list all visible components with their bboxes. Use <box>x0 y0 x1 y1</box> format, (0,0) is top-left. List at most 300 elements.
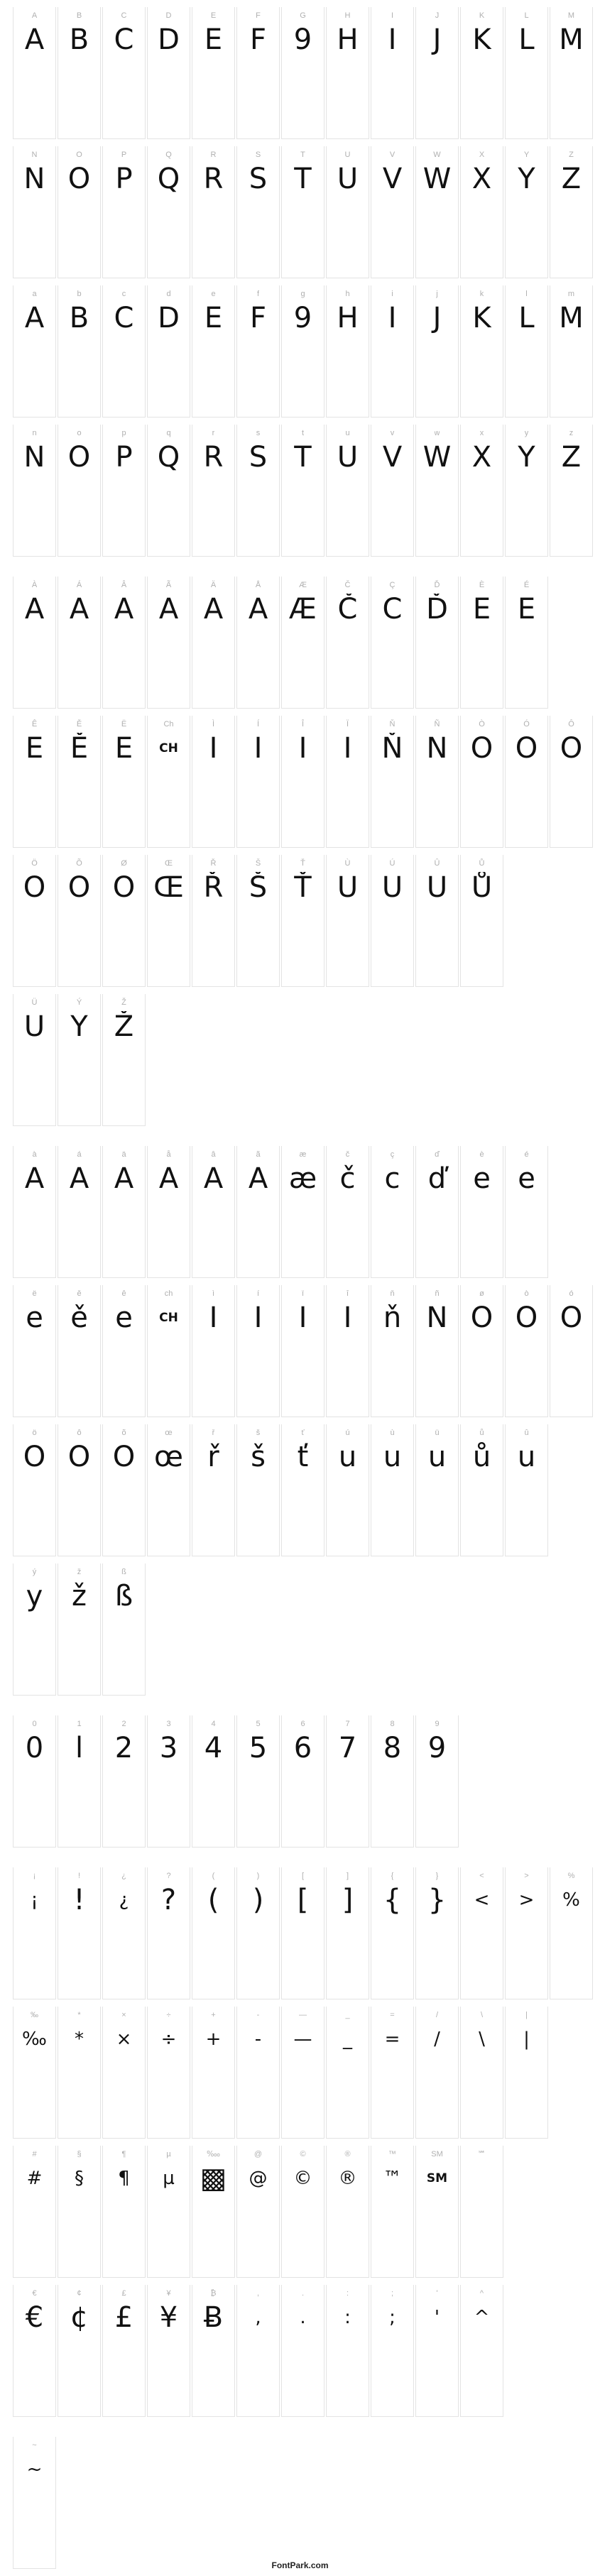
glyph-cell[interactable] <box>192 7 235 139</box>
glyph-cell[interactable] <box>371 1715 414 1848</box>
glyph-cell[interactable] <box>415 2146 459 2278</box>
glyph-cell[interactable] <box>550 1867 593 1999</box>
glyph-cell[interactable] <box>13 285 56 417</box>
glyph-cell[interactable] <box>13 994 56 1126</box>
glyph-cell[interactable] <box>326 716 369 848</box>
glyph-cell[interactable] <box>58 146 101 278</box>
glyph-cell[interactable] <box>13 2285 56 2417</box>
glyph-cell[interactable] <box>102 425 146 557</box>
glyph-row-accented-lower-2 <box>13 1285 600 1424</box>
glyph-cell[interactable] <box>326 855 369 987</box>
glyph-cell[interactable] <box>58 1285 101 1417</box>
glyph-cell[interactable] <box>326 577 369 709</box>
glyph-cell[interactable] <box>326 2146 369 2278</box>
glyph-cell[interactable] <box>236 425 280 557</box>
glyph-code-label: | <box>525 2011 528 2019</box>
glyph-cell[interactable] <box>13 2437 56 2569</box>
glyph-render: T <box>294 163 312 195</box>
glyph-cell[interactable] <box>281 7 324 139</box>
glyph-cell[interactable] <box>13 577 56 709</box>
glyph-cell[interactable] <box>236 1146 280 1278</box>
glyph-cell[interactable] <box>505 146 548 278</box>
glyph-code-label: ž <box>77 1568 82 1576</box>
glyph-code-label: + <box>211 2011 216 2019</box>
glyph-code-label: j <box>436 290 438 298</box>
glyph-cell[interactable] <box>281 425 324 557</box>
glyph-cell[interactable] <box>371 7 414 139</box>
glyph-code-label: ô <box>77 1429 82 1437</box>
glyph-render: u <box>427 1441 447 1473</box>
glyph-cell[interactable] <box>505 425 548 557</box>
glyph-cell[interactable] <box>371 1285 414 1417</box>
glyph-cell[interactable] <box>236 285 280 417</box>
glyph-cell[interactable] <box>415 716 459 848</box>
glyph-render: @ <box>249 2168 268 2189</box>
glyph-cell[interactable] <box>460 1867 503 1999</box>
glyph-render: L <box>518 302 535 334</box>
glyph-cell[interactable] <box>58 425 101 557</box>
glyph-code-label: € <box>32 2289 37 2298</box>
glyph-render: N <box>426 733 448 764</box>
glyph-cell[interactable] <box>460 1146 503 1278</box>
glyph-code-label: J <box>435 11 440 20</box>
glyph-cell[interactable] <box>102 1563 146 1696</box>
glyph-cell[interactable] <box>13 1715 56 1848</box>
glyph-cell[interactable] <box>192 1285 235 1417</box>
glyph-render: B <box>69 24 89 55</box>
glyph-cell[interactable] <box>326 2007 369 2139</box>
glyph-code-label: - <box>256 2011 260 2019</box>
glyph-cell[interactable] <box>192 1146 235 1278</box>
glyph-cell[interactable] <box>326 1424 369 1556</box>
glyph-code-label: q <box>166 429 171 437</box>
glyph-render: 9 <box>293 24 312 55</box>
glyph-cell[interactable] <box>415 1285 459 1417</box>
glyph-cell[interactable] <box>102 146 146 278</box>
glyph-cell[interactable] <box>415 1867 459 1999</box>
glyph-code-label: É <box>523 581 530 589</box>
glyph-cell[interactable] <box>460 1424 503 1556</box>
glyph-code-label: ' <box>436 2289 438 2298</box>
glyph-cell[interactable] <box>281 2285 324 2417</box>
glyph-cell[interactable] <box>147 855 190 987</box>
glyph-render: ; <box>389 2307 396 2328</box>
glyph-cell[interactable] <box>326 1867 369 1999</box>
glyph-cell[interactable] <box>13 1867 56 1999</box>
glyph-cell[interactable] <box>102 1867 146 1999</box>
glyph-render: e <box>115 1302 133 1333</box>
glyph-cell[interactable] <box>147 425 190 557</box>
glyph-code-label: N <box>31 151 38 159</box>
glyph-cell[interactable] <box>58 1424 101 1556</box>
glyph-cell[interactable] <box>326 1285 369 1417</box>
glyph-cell[interactable] <box>192 2285 235 2417</box>
glyph-code-label: À <box>31 581 38 589</box>
glyph-cell[interactable] <box>192 1715 235 1848</box>
glyph-cell[interactable] <box>192 146 235 278</box>
glyph-code-label: r <box>212 429 215 437</box>
glyph-code-label: ¶ <box>121 2150 126 2159</box>
glyph-code-label: , <box>256 2289 260 2298</box>
glyph-render: E <box>204 302 223 334</box>
glyph-code-label: X <box>479 151 485 159</box>
glyph-cell[interactable] <box>192 2007 235 2139</box>
glyph-cell[interactable] <box>236 2146 280 2278</box>
glyph-cell[interactable] <box>415 2007 459 2139</box>
glyph-render: A <box>114 594 134 625</box>
glyph-cell[interactable] <box>13 7 56 139</box>
glyph-cell[interactable] <box>58 7 101 139</box>
glyph-cell[interactable] <box>147 1146 190 1278</box>
glyph-render: E <box>25 733 44 764</box>
glyph-cell[interactable] <box>281 1867 324 1999</box>
glyph-cell[interactable] <box>147 1285 190 1417</box>
glyph-cell[interactable] <box>281 1715 324 1848</box>
glyph-cell[interactable] <box>460 285 503 417</box>
glyph-cell[interactable] <box>236 146 280 278</box>
glyph-cell[interactable] <box>505 577 548 709</box>
glyph-render: š <box>251 1441 266 1473</box>
glyph-cell[interactable] <box>281 2007 324 2139</box>
glyph-cell[interactable] <box>281 716 324 848</box>
glyph-cell[interactable] <box>326 7 369 139</box>
glyph-cell[interactable] <box>102 2146 146 2278</box>
glyph-code-label: ) <box>256 1872 260 1880</box>
glyph-cell[interactable] <box>415 1715 459 1848</box>
glyph-code-label: à <box>32 1150 37 1159</box>
glyph-render: R <box>203 163 224 195</box>
glyph-code-label: ( <box>212 1872 215 1880</box>
glyph-cell[interactable] <box>147 2146 190 2278</box>
glyph-row-uppercase-a-m <box>13 7 600 146</box>
glyph-render: SM <box>426 2171 448 2185</box>
glyph-cell[interactable] <box>281 285 324 417</box>
glyph-cell[interactable] <box>550 716 593 848</box>
glyph-cell[interactable] <box>415 1424 459 1556</box>
glyph-cell[interactable] <box>147 285 190 417</box>
glyph-render: ¿ <box>119 1889 129 1911</box>
glyph-cell[interactable] <box>281 146 324 278</box>
glyph-cell[interactable] <box>13 1285 56 1417</box>
glyph-render: A <box>69 594 89 625</box>
glyph-cell[interactable] <box>192 716 235 848</box>
glyph-cell[interactable] <box>13 2007 56 2139</box>
glyph-cell[interactable] <box>371 577 414 709</box>
glyph-cell[interactable] <box>326 146 369 278</box>
glyph-render: I <box>298 1302 307 1333</box>
glyph-cell[interactable] <box>371 716 414 848</box>
glyph-cell[interactable] <box>13 146 56 278</box>
glyph-cell[interactable] <box>58 855 101 987</box>
glyph-cell[interactable] <box>460 425 503 557</box>
glyph-render: E <box>472 594 491 625</box>
glyph-code-label: ň <box>390 1289 395 1298</box>
glyph-cell[interactable] <box>58 1715 101 1848</box>
glyph-cell[interactable] <box>13 1146 56 1278</box>
glyph-cell[interactable] <box>371 1867 414 1999</box>
glyph-cell[interactable] <box>13 1424 56 1556</box>
glyph-render: Q <box>157 163 180 195</box>
glyph-cell[interactable] <box>371 1424 414 1556</box>
glyph-cell[interactable] <box>281 577 324 709</box>
glyph-render: : <box>344 2307 351 2328</box>
glyph-render: £ <box>114 2302 133 2333</box>
glyph-cell[interactable] <box>236 855 280 987</box>
glyph-cell[interactable] <box>326 1715 369 1848</box>
glyph-cell[interactable] <box>326 2285 369 2417</box>
glyph-code-label: Õ <box>76 859 82 868</box>
glyph-code-label: c <box>121 290 126 298</box>
glyph-render: D <box>158 24 180 55</box>
glyph-code-label: D <box>165 11 172 20</box>
glyph-render: ÷ <box>160 2029 177 2050</box>
glyph-cell[interactable] <box>371 425 414 557</box>
glyph-render: CH <box>159 1311 178 1325</box>
glyph-code-label: Î <box>301 720 305 728</box>
glyph-code-label: ó <box>569 1289 574 1298</box>
glyph-render: I <box>253 1302 263 1333</box>
glyph-row-symbols-2 <box>13 2146 600 2285</box>
glyph-cell[interactable] <box>102 1424 146 1556</box>
glyph-render: J <box>432 302 442 334</box>
glyph-cell[interactable] <box>192 855 235 987</box>
glyph-cell[interactable] <box>371 1146 414 1278</box>
glyph-cell[interactable] <box>58 2146 101 2278</box>
glyph-cell[interactable] <box>281 1424 324 1556</box>
glyph-code-label: L <box>524 11 529 20</box>
glyph-render: U <box>23 1011 45 1042</box>
glyph-cell[interactable] <box>415 1146 459 1278</box>
glyph-code-label: ç <box>390 1150 395 1159</box>
glyph-cell[interactable] <box>371 146 414 278</box>
glyph-cell[interactable] <box>415 425 459 557</box>
glyph-cell[interactable] <box>236 1424 280 1556</box>
glyph-cell[interactable] <box>58 577 101 709</box>
glyph-render: H <box>337 302 359 334</box>
glyph-cell[interactable] <box>460 855 503 987</box>
glyph-cell[interactable] <box>281 1146 324 1278</box>
glyph-code-label: ¢ <box>77 2289 82 2298</box>
glyph-code-label: ÷ <box>166 2011 171 2019</box>
glyph-cell[interactable] <box>58 716 101 848</box>
glyph-cell[interactable] <box>550 7 593 139</box>
glyph-cell[interactable] <box>236 716 280 848</box>
glyph-cell[interactable] <box>102 1285 146 1417</box>
glyph-render: e <box>518 1163 535 1194</box>
glyph-render: W <box>422 442 452 473</box>
glyph-cell[interactable] <box>147 1424 190 1556</box>
glyph-cell[interactable] <box>415 285 459 417</box>
glyph-code-label: © <box>300 2150 306 2159</box>
glyph-cell[interactable] <box>102 577 146 709</box>
glyph-cell[interactable] <box>371 2007 414 2139</box>
glyph-cell[interactable] <box>147 7 190 139</box>
glyph-cell[interactable] <box>460 716 503 848</box>
glyph-cell[interactable] <box>102 1146 146 1278</box>
glyph-cell[interactable] <box>192 1867 235 1999</box>
glyph-cell[interactable] <box>13 1563 56 1696</box>
glyph-cell[interactable] <box>460 7 503 139</box>
glyph-cell[interactable] <box>58 1563 101 1696</box>
glyph-code-label: O <box>76 151 82 159</box>
glyph-cell[interactable] <box>192 577 235 709</box>
glyph-code-label: µ <box>166 2150 171 2159</box>
glyph-cell[interactable] <box>236 1285 280 1417</box>
glyph-cell[interactable] <box>505 285 548 417</box>
glyph-cell[interactable] <box>147 716 190 848</box>
glyph-cell[interactable] <box>102 285 146 417</box>
glyph-render: U <box>381 872 403 903</box>
glyph-cell[interactable] <box>147 1867 190 1999</box>
glyph-cell[interactable] <box>58 1146 101 1278</box>
glyph-cell[interactable] <box>281 1285 324 1417</box>
glyph-code-label: Ü <box>31 998 38 1007</box>
glyph-code-label: Ď <box>434 581 440 589</box>
glyph-render: U <box>426 872 448 903</box>
glyph-render: H <box>337 24 359 55</box>
glyph-code-label: a <box>32 290 37 298</box>
glyph-render: O <box>470 733 493 764</box>
glyph-render: Ř <box>203 872 224 903</box>
glyph-render: } <box>427 1884 447 1916</box>
glyph-cell[interactable] <box>192 425 235 557</box>
glyph-cell[interactable] <box>147 2007 190 2139</box>
glyph-code-label: Ì <box>212 720 215 728</box>
glyph-cell[interactable] <box>415 146 459 278</box>
glyph-code-label: Ň <box>389 720 396 728</box>
glyph-code-label: — <box>299 2011 307 2019</box>
glyph-cell[interactable] <box>58 994 101 1126</box>
glyph-cell[interactable] <box>460 2007 503 2139</box>
glyph-cell[interactable] <box>326 425 369 557</box>
glyph-cell[interactable] <box>102 1715 146 1848</box>
glyph-cell[interactable] <box>13 855 56 987</box>
glyph-cell[interactable] <box>13 716 56 848</box>
glyph-code-label: 6 <box>300 1720 305 1728</box>
glyph-render: _ <box>343 2029 352 2050</box>
glyph-cell[interactable] <box>326 285 369 417</box>
row-spacer <box>0 1703 600 1715</box>
glyph-render: + <box>205 2029 222 2050</box>
glyph-render: ? <box>160 1884 177 1916</box>
glyph-cell[interactable] <box>415 577 459 709</box>
glyph-cell[interactable] <box>58 1867 101 1999</box>
glyph-cell[interactable] <box>236 1867 280 1999</box>
glyph-cell[interactable] <box>281 2146 324 2278</box>
glyph-cell[interactable] <box>58 285 101 417</box>
glyph-cell[interactable] <box>505 1285 548 1417</box>
glyph-cell[interactable] <box>371 855 414 987</box>
glyph-cell[interactable] <box>505 7 548 139</box>
glyph-cell[interactable] <box>13 2146 56 2278</box>
glyph-render: A <box>203 594 224 625</box>
glyph-cell[interactable] <box>102 716 146 848</box>
glyph-cell[interactable] <box>371 2285 414 2417</box>
glyph-cell[interactable] <box>460 1285 503 1417</box>
glyph-render: I <box>343 1302 352 1333</box>
glyph-cell[interactable] <box>550 146 593 278</box>
glyph-cell[interactable] <box>505 1867 548 1999</box>
glyph-code-label: £ <box>121 2289 126 2298</box>
glyph-cell[interactable] <box>13 425 56 557</box>
glyph-cell[interactable] <box>281 855 324 987</box>
glyph-cell[interactable] <box>505 1146 548 1278</box>
glyph-code-label: Â <box>121 581 127 589</box>
glyph-cell[interactable] <box>236 2007 280 2139</box>
glyph-row-punctuation-1 <box>13 1867 600 2007</box>
glyph-code-label: Š <box>255 859 261 868</box>
glyph-cell[interactable] <box>236 2285 280 2417</box>
glyph-cell[interactable] <box>236 1715 280 1848</box>
glyph-code-label: Z <box>569 151 574 159</box>
glyph-cell[interactable] <box>102 2285 146 2417</box>
glyph-row-symbols-1 <box>13 2007 600 2146</box>
glyph-cell[interactable] <box>102 994 146 1126</box>
glyph-cell[interactable] <box>415 2285 459 2417</box>
glyph-cell[interactable] <box>371 285 414 417</box>
glyph-cell[interactable] <box>102 855 146 987</box>
glyph-code-label: o <box>77 429 82 437</box>
glyph-cell[interactable] <box>460 2146 503 2278</box>
glyph-cell[interactable] <box>102 2007 146 2139</box>
glyph-cell[interactable] <box>192 2146 235 2278</box>
glyph-code-label: î <box>346 1289 349 1298</box>
glyph-cell[interactable] <box>415 7 459 139</box>
glyph-render: ¥ <box>159 2302 178 2333</box>
glyph-cell[interactable] <box>550 1285 593 1417</box>
glyph-cell[interactable] <box>505 716 548 848</box>
glyph-cell[interactable] <box>505 2007 548 2139</box>
glyph-cell[interactable] <box>236 7 280 139</box>
glyph-code-label: Ž <box>121 998 126 1007</box>
glyph-cell[interactable] <box>102 7 146 139</box>
glyph-cell[interactable] <box>371 2146 414 2278</box>
glyph-cell[interactable] <box>147 577 190 709</box>
glyph-cell[interactable] <box>147 146 190 278</box>
glyph-cell[interactable] <box>460 2285 503 2417</box>
glyph-cell[interactable] <box>460 146 503 278</box>
glyph-code-label: ? <box>166 1872 171 1880</box>
glyph-cell[interactable] <box>236 577 280 709</box>
glyph-code-label: % <box>567 1872 575 1880</box>
glyph-render: € <box>25 2302 44 2333</box>
row-spacer <box>0 564 600 577</box>
glyph-render: u <box>517 1441 536 1473</box>
glyph-render: e <box>26 1302 43 1333</box>
glyph-cell[interactable] <box>550 425 593 557</box>
glyph-code-label: E <box>210 11 217 20</box>
glyph-cell[interactable] <box>58 2285 101 2417</box>
glyph-cell[interactable] <box>550 285 593 417</box>
glyph-cell[interactable] <box>415 855 459 987</box>
glyph-code-label: 8 <box>390 1720 395 1728</box>
glyph-cell[interactable] <box>505 1424 548 1556</box>
glyph-code-label: [ <box>301 1872 305 1880</box>
glyph-cell[interactable] <box>192 1424 235 1556</box>
glyph-cell[interactable] <box>147 2285 190 2417</box>
glyph-cell[interactable] <box>192 285 235 417</box>
glyph-code-label: ï <box>301 1289 305 1298</box>
glyph-cell[interactable] <box>58 2007 101 2139</box>
glyph-code-label: 9 <box>435 1720 440 1728</box>
glyph-cell[interactable] <box>147 1715 190 1848</box>
glyph-code-label: ò <box>524 1289 529 1298</box>
glyph-code-label: Ý <box>76 998 82 1007</box>
glyph-cell[interactable] <box>326 1146 369 1278</box>
glyph-render: c <box>384 1163 400 1194</box>
glyph-cell[interactable] <box>460 577 503 709</box>
glyph-code-label: SM <box>431 2150 443 2159</box>
